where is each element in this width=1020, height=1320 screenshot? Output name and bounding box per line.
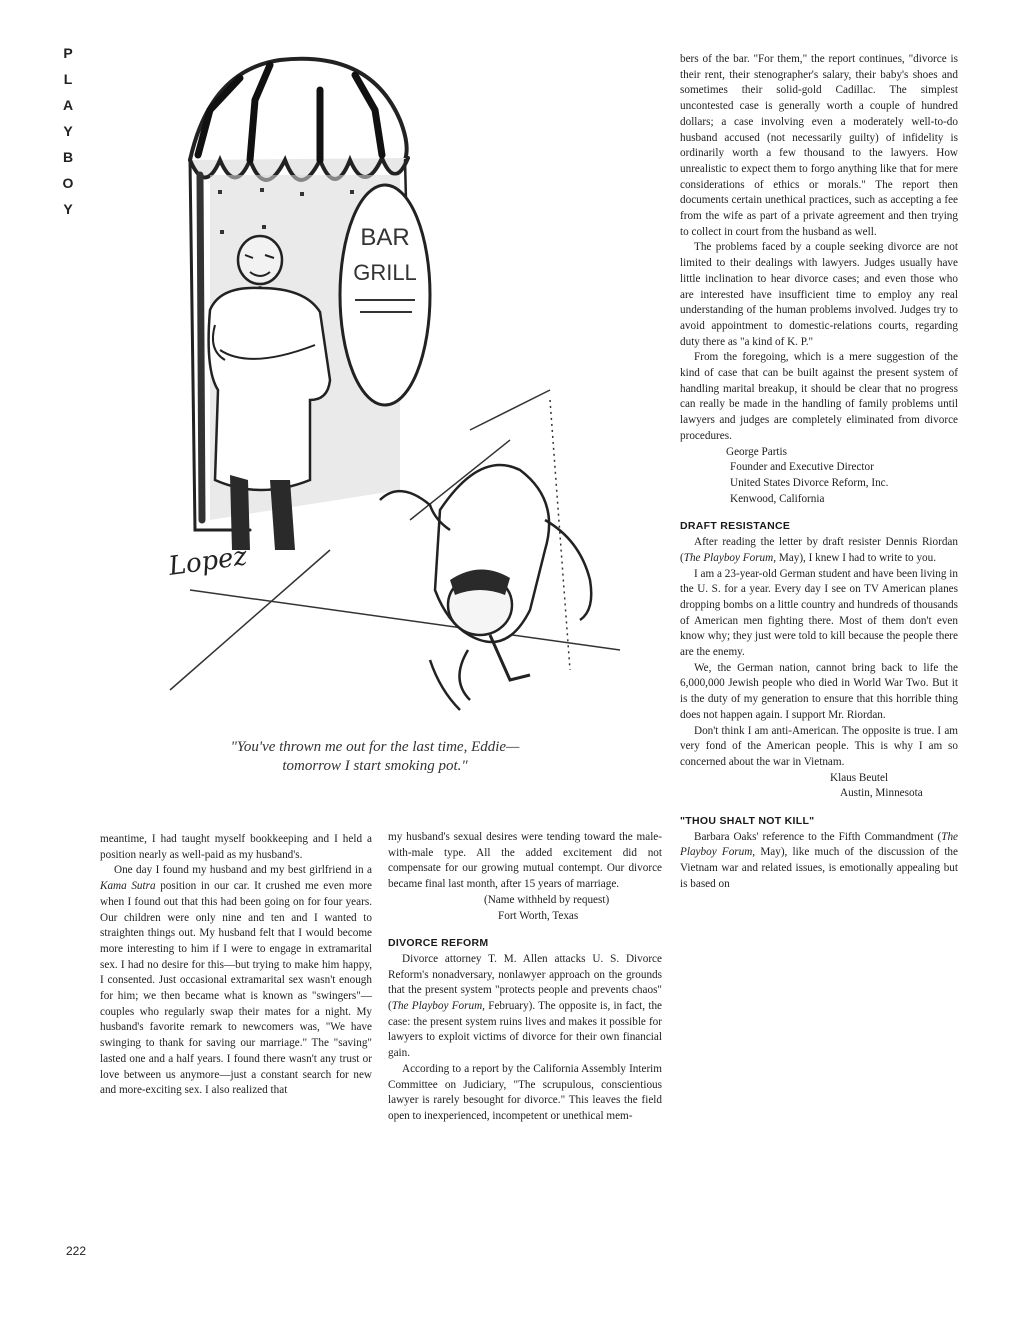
paragraph: I am a 23-year-old German student and have been living in the U. S. for a year. Every day I see on TV American planes dropping bombs on a little country and hundreds of thousands of American men fighting there. Most of them don't even know why; they just were told to kill because the people there are the enemy. <box>680 567 958 659</box>
text-column-middle <box>388 830 662 1125</box>
caption-line: tomorrow I start smoking pot." <box>282 758 468 774</box>
italic-title: Kama Sutra <box>100 880 156 893</box>
masthead-letter: L <box>63 71 73 87</box>
masthead-letter: P <box>63 45 73 61</box>
text-span: One day I found my husband and my best girlfriend in a <box>114 864 372 877</box>
text-span: Barbara Oaks' reference to the Fifth Commandment ( <box>694 830 942 843</box>
signature-line: (Name withheld by request) <box>484 893 610 906</box>
masthead-letter: O <box>62 175 74 191</box>
text-span: Divorce attorney T. M. Allen attacks U. S. Divorce Reform's nonadversary, nonlawyer approach on the grounds that the present system "protects people and prevents chaos" ( <box>388 952 662 1013</box>
paragraph: The problems faced by a couple seeking divorce are not limited to their dealings with lawyers. Judges usually have little inclination to hear divorce cases; and even those who are interested have insufficient time to employ any real understanding of the human problems involved. Judges try to avoid appointment to domestic-relations courts, regarding duty there as "a kind of K. P." <box>680 241 958 348</box>
paragraph: Don't think I am anti-American. The opposite is true. I am very fond of the American people. This is why I am so concerned about the war in Vietnam. <box>680 724 958 768</box>
paragraph: According to a report by the California Assembly Interim Committee on Judiciary, "The scrupulous, conscientious lawyer is rarely besought for divorce." This leaves the field open to inexperienced, incompetent or unethical mem- <box>388 1062 662 1122</box>
signature-line: Fort Worth, Texas <box>498 909 579 922</box>
bar-grill-sign <box>340 185 430 405</box>
paragraph: From the foregoing, which is a mere suggestion of the kind of case that can be built against the present system of handling marital breakup, it should be clear that no progress can really be made in the handling of family problems until lawyers and judges are completely eliminated from divorce procedures. <box>680 351 958 442</box>
italic-title: The Playboy Forum, <box>391 1000 485 1013</box>
caption-line: "You've thrown me out for the last time, Eddie— <box>230 739 520 755</box>
signature-name: George Partis <box>726 445 788 458</box>
italic-title: The Playboy Forum, <box>680 830 958 859</box>
signature-place: Austin, Minnesota <box>840 787 923 800</box>
paragraph: bers of the bar. "For them," the report continues, "divorce is their rent, their stenographer's salary, their baby's shoes and sometimes their solid-gold Cadillac. The simplest uncontested case is generally worth a couple of hundred dollars; a case involving even a moderately well-to-do husband accused (not necessarily guilty) of infidelity is ordinarily worth a few thousand to the lawyers. How unrealistic to expect them to forgo anything like that for mere considerations of ethics or morals." The report then documents certain unethical practices, such as accepting a fee from the wife as part of a private agreement and then trying to collect in court from the husband as well. <box>680 53 958 238</box>
paragraph <box>388 952 662 1062</box>
text-span: position in our car. It crushed me even more when I found out that this had been going on for four years. Our children were only nine and ten and I wanted to straighten things out. My husband felt that I would become more interesting to him if I were to engage in extramarital sex. I had no desire for this—but trying to make him happy, I consented. Just occasional extramarital sex wasn't enough for him; we then became what is known as "swingers"—couples who regularly swap their mates for a night. My husband's favorite remark to newcomers was, "We have swinging to thank for saving our marriage." The "saving" lasted one and a half years. I found there wasn't any trust or love between us anymore—just a constant search for new and more-exciting sex. I also realized that <box>100 880 372 1097</box>
masthead-letter: B <box>62 149 74 165</box>
page-number: 222 <box>66 1244 87 1258</box>
masthead-playboy <box>58 40 78 222</box>
cartoon-caption <box>100 738 650 776</box>
masthead-letter: A <box>62 97 74 113</box>
cartoon-illustration <box>150 50 650 730</box>
paragraph <box>680 830 958 893</box>
signature-name: Klaus Beutel <box>830 771 889 784</box>
text-span: May), I knew I had to write to you. <box>776 551 937 564</box>
signature-place: Kenwood, California <box>730 492 825 505</box>
paragraph: meantime, I had taught myself bookkeeping and I held a position nearly as well-paid as my husband's. <box>100 833 372 861</box>
text-column-left <box>100 832 372 1099</box>
signature-title: United States Divorce Reform, Inc. <box>730 476 889 489</box>
paragraph: my husband's sexual desires were tending toward the male-with-male type. All the added excitement did not compensate for our growing mutual contempt. Our divorce became final last month, after 15 years of marriage. <box>388 831 662 891</box>
signature-title: Founder and Executive Director <box>730 461 874 474</box>
italic-title: The Playboy Forum, <box>683 551 777 564</box>
text-span: After reading the letter by draft resister Dennis Riordan ( <box>680 536 958 564</box>
sign-grill-text: GRILL <box>353 260 417 285</box>
text-span: May), like much of the discussion of the Vietnam war and related issues, is emotionally appealing but is based on <box>680 846 958 890</box>
thrown-customer-figure <box>380 465 591 710</box>
artist-signature: Lopez <box>166 541 249 582</box>
paragraph: We, the German nation, cannot bring back to life the 6,000,000 Jewish people who died in World War Two. But it is the duty of my generation to ensure that this horrible thing does not happen again. I support Mr. Riordan. <box>680 661 958 721</box>
masthead-letter: Y <box>63 123 73 139</box>
paragraph <box>100 863 372 1099</box>
section-heading: DIVORCE REFORM <box>388 937 489 950</box>
paragraph <box>680 535 958 566</box>
text-span: February). The opposite is, in fact, the case: the present system ruins lives and makes it possible for lawyers to exploit victims of divorce for their own financial gain. <box>388 1000 662 1060</box>
section-heading: DRAFT RESISTANCE <box>680 520 791 533</box>
section-heading: "THOU SHALT NOT KILL" <box>680 815 815 828</box>
text-column-right <box>680 52 958 893</box>
sign-bar-text: BAR <box>360 224 410 251</box>
masthead-letter: Y <box>63 201 73 217</box>
